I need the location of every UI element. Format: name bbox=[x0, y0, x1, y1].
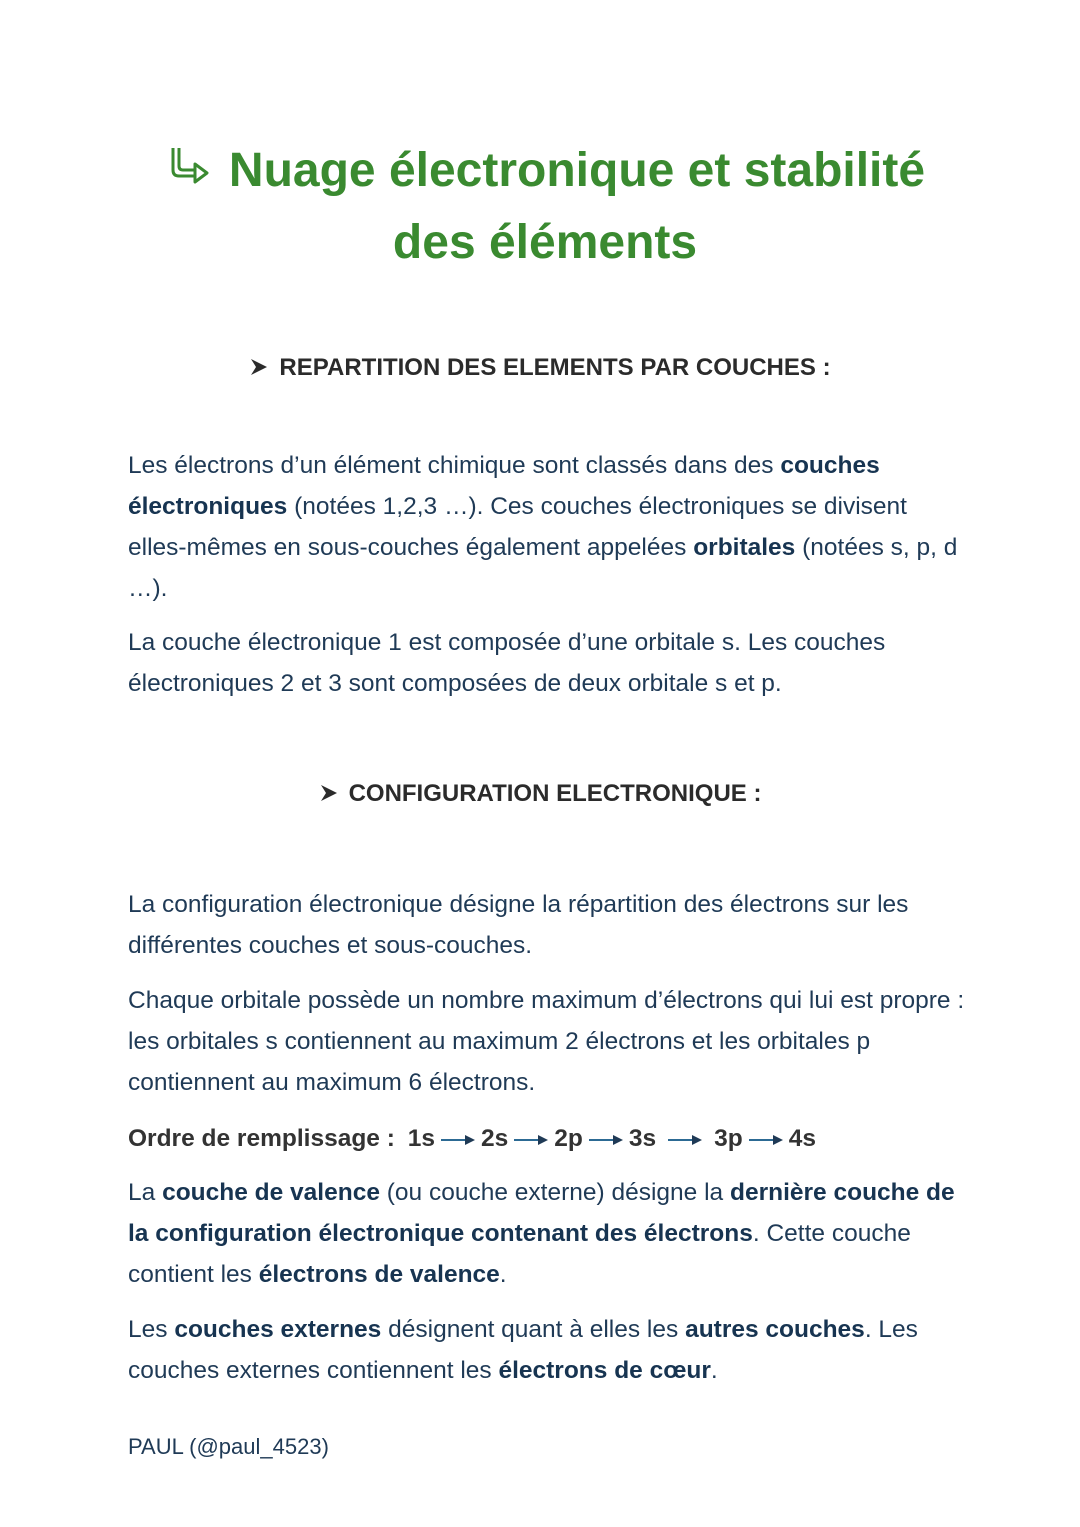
term-electrons-de-coeur: électrons de cœur bbox=[498, 1357, 711, 1384]
section-heading-repartition bbox=[0, 354, 1080, 382]
term-couches-externes: couches externes bbox=[174, 1316, 382, 1343]
page-title bbox=[130, 135, 960, 279]
arrowhead-bullet-icon bbox=[319, 783, 339, 803]
right-arrow-icon bbox=[587, 1133, 625, 1147]
paragraph-couches: Les électrons d’un élément chimique sont classés dans des couches électroniques (notées 1,2,3 …). Ces couches électroniques se divisent elles-mêmes en sous-couches également appelées orbitales (notées s, p, d …). bbox=[128, 452, 958, 602]
section-heading-text: CONFIGURATION ELECTRONIQUE : bbox=[348, 780, 762, 807]
term-electrons-de-valence: électrons de valence bbox=[258, 1261, 500, 1288]
right-arrow-icon bbox=[747, 1133, 785, 1147]
paragraph-definition: La configuration électronique désigne la répartition des électrons sur les différentes couches et sous-couches. bbox=[128, 891, 909, 959]
filling-step: 3s bbox=[628, 1125, 657, 1152]
paragraph-couche-valence: La couche de valence (ou couche externe) désigne la dernière couche de la configuration électronique contenant des électrons. Cette couche contient les électrons de valence. bbox=[128, 1179, 955, 1288]
filling-order bbox=[128, 1118, 816, 1159]
right-arrow-icon bbox=[439, 1133, 477, 1147]
section-heading-configuration bbox=[0, 780, 1080, 808]
title-block bbox=[130, 135, 960, 279]
right-arrow-icon bbox=[512, 1133, 550, 1147]
term-couche-de-valence: couche de valence bbox=[162, 1179, 380, 1206]
filling-order-label: Ordre de remplissage : bbox=[128, 1125, 395, 1152]
paragraph-couches-externes: Les couches externes désignent quant à elles les autres couches. Les couches externes contiennent les électrons de cœur. bbox=[128, 1316, 918, 1384]
filling-step: 2p bbox=[554, 1125, 583, 1152]
term-couches-electroniques: couches électroniques bbox=[128, 452, 880, 520]
right-arrow-icon bbox=[666, 1133, 704, 1147]
section-heading-text: REPARTITION DES ELEMENTS PAR COUCHES : bbox=[279, 354, 831, 381]
filling-step: 4s bbox=[788, 1125, 816, 1152]
filling-step: 3p bbox=[714, 1125, 743, 1152]
arrowhead-bullet-icon bbox=[249, 357, 269, 377]
page-title-text: Nuage électronique et stabilité des éléments bbox=[228, 144, 926, 269]
term-autres-couches: autres couches bbox=[685, 1316, 865, 1343]
curved-arrow-icon bbox=[165, 142, 215, 192]
author-footer: PAUL (@paul_4523) bbox=[128, 1434, 329, 1459]
term-orbitales: orbitales bbox=[693, 534, 796, 561]
filling-step: 1s bbox=[407, 1125, 435, 1152]
paragraph-orbitales-max: Chaque orbitale possède un nombre maximum d’électrons qui lui est propre : les orbitales s contiennent au maximum 2 électrons et les orbitales p contiennent au maximum 6 électrons. bbox=[128, 987, 965, 1096]
term-derniere-couche: dernière couche de la configuration électronique contenant des électrons bbox=[128, 1179, 955, 1247]
paragraph-composition: La couche électronique 1 est composée d’une orbitale s. Les couches électroniques 2 et 3 sont composées de deux orbitale s et p. bbox=[128, 629, 886, 697]
filling-step: 2s bbox=[480, 1125, 509, 1152]
